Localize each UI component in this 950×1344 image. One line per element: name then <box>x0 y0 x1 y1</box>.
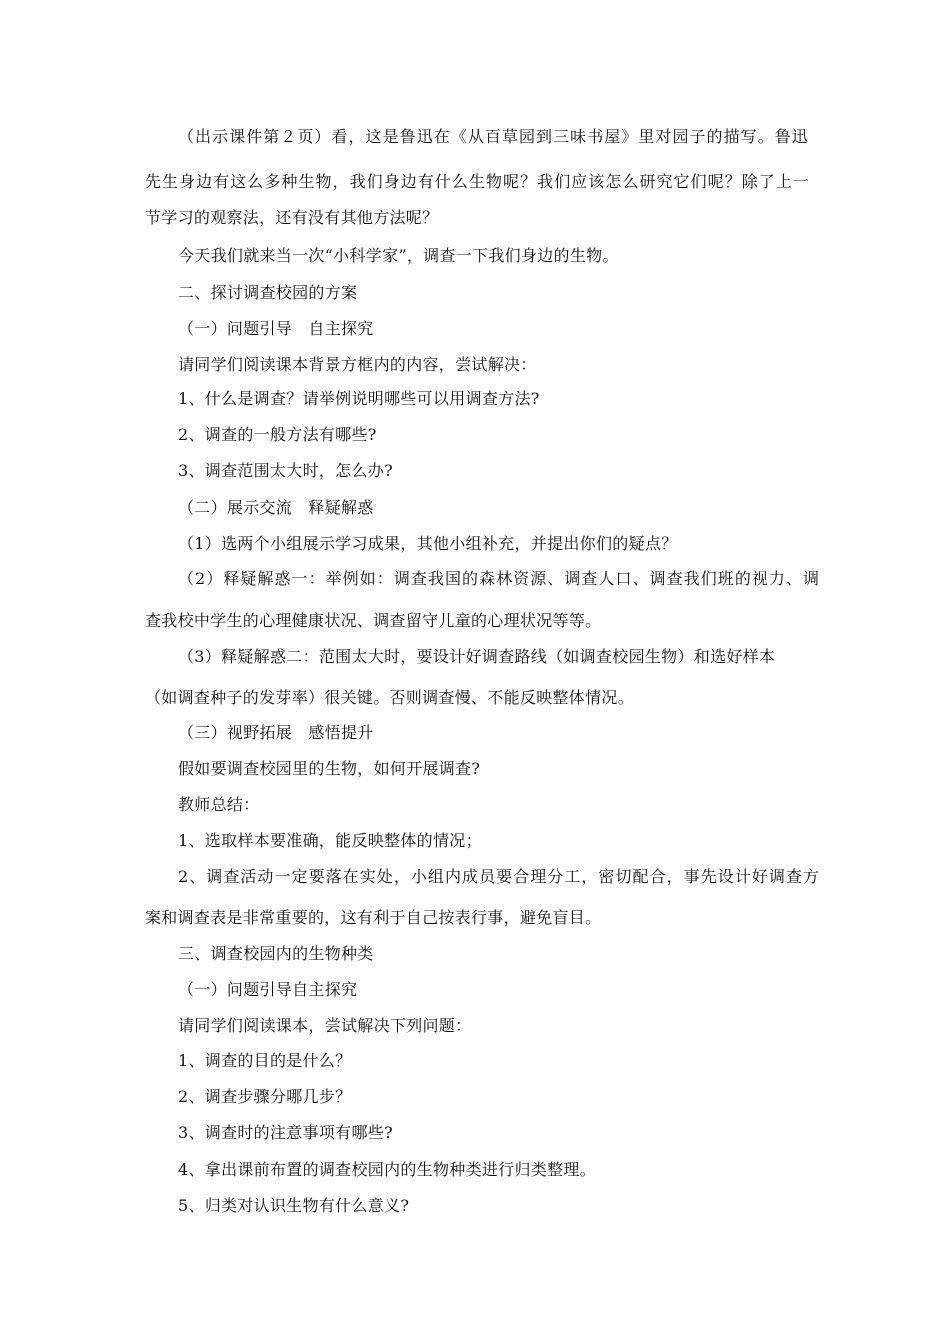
list-item: 1、选取样本要准确，能反映整体的情况； <box>178 831 482 850</box>
section-heading: 二、探讨调查校园的方案 <box>178 283 358 302</box>
paragraph-line: （如调查种子的发芽率）很关键。否则调查慢、不能反映整体情况。 <box>145 688 635 707</box>
paragraph-line: 先生身边有这么多种生物，我们身边有什么生物呢？我们应该怎么研究它们呢？除了上一 <box>145 172 810 191</box>
list-item: 4、拿出课前布置的调查校园内的生物种类进行归类整理。 <box>178 1160 596 1179</box>
list-item: 3、调查范围太大时，怎么办? <box>178 461 393 480</box>
paragraph-line: 案和调查表是非常重要的，这有利于自己按表行事，避免盲目。 <box>145 908 602 927</box>
paragraph-line: （2）释疑解惑一：举例如：调查我国的森林资源、调查人口、调查我们班的视力、调 <box>178 569 821 588</box>
list-item: 2、调查步骤分哪几步？ <box>178 1087 352 1106</box>
list-item: 3、调查时的注意事项有哪些? <box>178 1123 393 1142</box>
list-item: 1、什么是调查？请举例说明哪些可以用调查方法? <box>178 389 540 408</box>
list-item: 2、调查活动一定要落在实处，小组内成员要合理分工，密切配合，事先设计好调查方 <box>178 867 821 886</box>
list-item: 2、调查的一般方法有哪些? <box>178 425 377 444</box>
paragraph-line: 请同学们阅读课本，尝试解决下列问题： <box>178 1016 472 1035</box>
paragraph-line: （出示课件第２页）看，这是鲁迅在《从百草园到三味书屋》里对园子的描写。鲁迅 <box>178 127 809 146</box>
section-heading: 三、调查校园内的生物种类 <box>178 944 374 963</box>
subsection-heading: （一）问题引导自主探究 <box>178 980 358 999</box>
subsection-heading: （二）展示交流 释疑解惑 <box>178 498 374 517</box>
paragraph-line: （3）释疑解惑二：范围太大时，要设计好调查路线（如调查校园生物）和选好样本 <box>178 647 776 666</box>
paragraph-line: 假如要调查校园里的生物，如何开展调查? <box>178 759 481 778</box>
paragraph-line: 查我校中学生的心理健康状况、调查留守儿童的心理状况等等。 <box>145 611 602 630</box>
subsection-heading: （三）视野拓展 感悟提升 <box>178 723 374 742</box>
paragraph-line: 今天我们就来当一次“小科学家”，调查一下我们身边的生物。 <box>178 246 619 265</box>
paragraph-line: 教师总结： <box>178 795 260 814</box>
paragraph-line: 节学习的观察法，还有没有其他方法呢？ <box>145 208 439 227</box>
list-item: 5、归类对认识生物有什么意义? <box>178 1196 410 1215</box>
subsection-heading: （一）问题引导 自主探究 <box>178 319 374 338</box>
paragraph-line: （1）选两个小组展示学习成果，其他小组补充，并提出你们的疑点？ <box>178 534 678 553</box>
list-item: 1、调查的目的是什么？ <box>178 1051 352 1070</box>
paragraph-line: 请同学们阅读课本背景方框内的内容，尝试解决： <box>178 355 537 374</box>
